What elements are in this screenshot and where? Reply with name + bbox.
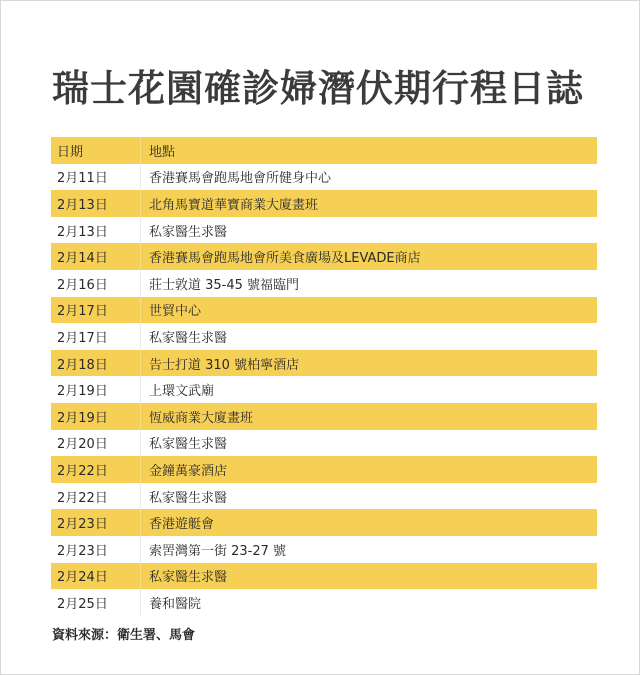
row-date: 2月16日 [57,277,108,293]
row-place: 香港賽馬會跑馬地會所美食廣場及LEVADE商店 [149,251,421,267]
table-row [51,563,597,590]
page-title: 瑞士花園確診婦潛伏期行程日誌 [52,67,584,110]
table-row [51,589,597,616]
row-date: 2月17日 [57,330,108,346]
row-place: 私家醫生求醫 [149,437,228,453]
table-row [51,297,597,324]
table-row [51,270,597,297]
table-body [51,164,597,616]
row-date: 2月13日 [57,224,108,240]
row-date: 2月18日 [57,357,108,373]
table-row [51,323,597,350]
row-date: 2月11日 [57,171,108,187]
row-date: 2月19日 [57,410,108,426]
row-date: 2月25日 [57,596,108,612]
table-row [51,243,597,270]
row-place: 北角馬寶道華寶商業大廈畫班 [149,197,319,213]
table-row [51,456,597,483]
header-place: 地點 [149,144,176,160]
table-row [51,509,597,536]
row-place: 恆威商業大廈畫班 [149,410,254,426]
table-header-row [51,137,597,164]
table-row [51,164,597,191]
row-date: 2月24日 [57,570,108,586]
row-date: 2月23日 [57,517,108,533]
row-date: 2月14日 [57,251,108,267]
source-note: 資料來源：衛生署、馬會 [52,628,196,643]
row-place: 莊士敦道 35-45 號福臨門 [149,277,300,293]
table-row [51,376,597,403]
row-date: 2月19日 [57,384,108,400]
row-place: 私家醫生求醫 [149,330,228,346]
table-row [51,403,597,430]
row-place: 養和醫院 [149,596,202,612]
row-place: 世貿中心 [149,304,202,320]
row-date: 2月13日 [57,197,108,213]
table-row [51,350,597,377]
table-row [51,217,597,244]
row-date: 2月22日 [57,463,108,479]
header-date: 日期 [57,144,84,160]
table-row [51,190,597,217]
row-place: 索罟灣第一街 23-27 號 [149,543,287,559]
row-date: 2月17日 [57,304,108,320]
row-place: 私家醫生求醫 [149,224,228,240]
table-row [51,536,597,563]
row-place: 私家醫生求醫 [149,490,228,506]
table-row [51,430,597,457]
row-place: 香港賽馬會跑馬地會所健身中心 [149,171,332,187]
table-row [51,483,597,510]
row-date: 2月22日 [57,490,108,506]
row-date: 2月20日 [57,437,108,453]
row-place: 上環文武廟 [149,384,215,400]
row-place: 私家醫生求醫 [149,570,228,586]
row-place: 香港遊艇會 [149,517,215,533]
row-place: 金鐘萬豪酒店 [149,463,228,479]
row-place: 告士打道 310 號柏寧酒店 [149,357,300,373]
itinerary-table [51,137,597,616]
row-date: 2月23日 [57,543,108,559]
